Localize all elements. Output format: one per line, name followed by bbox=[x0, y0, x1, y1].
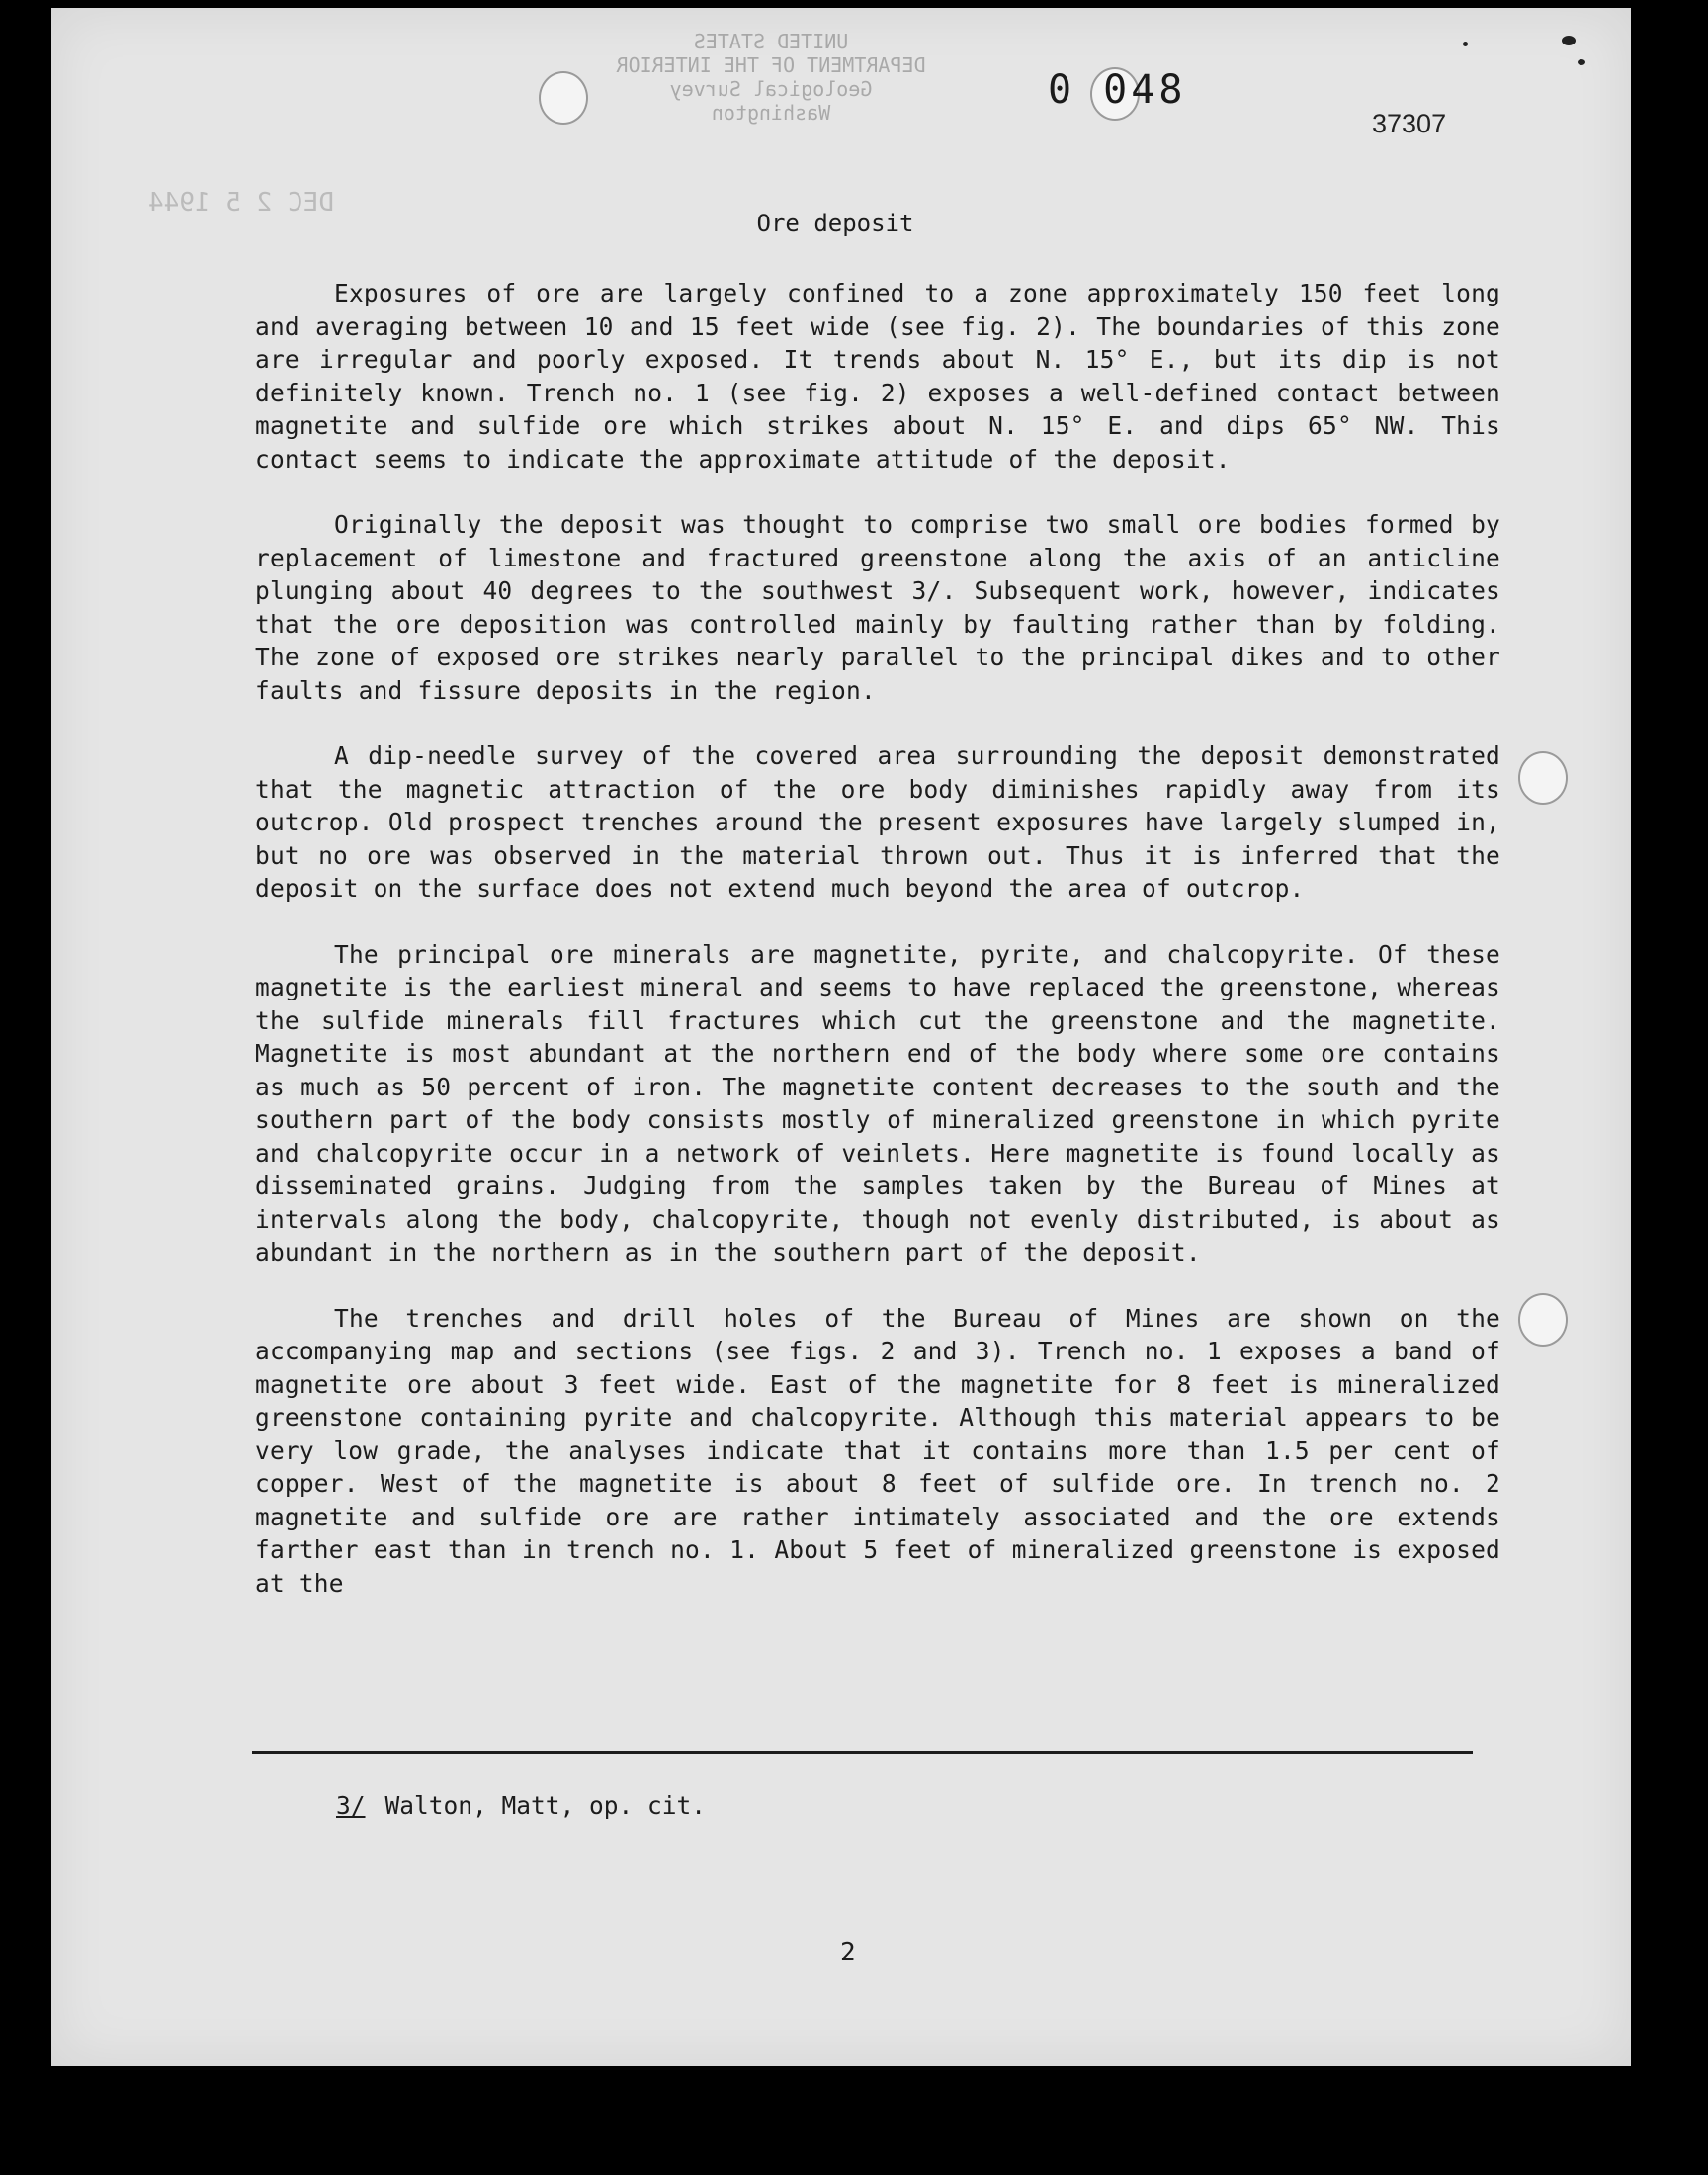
punch-hole-right-lower bbox=[1518, 1293, 1568, 1347]
paragraph: The trenches and drill holes of the Bureau of Mines are shown on the accompanying map and sections (see figs. 2 and 3). Trench no. 1 exposes a band of magnetite ore about 3 feet wide. East of the magnetite for 8 feet is mineralized greenstone containing pyrite and chalcopyrite. Although this material appears to be very low grade, the analyses indicate that it contains more than 1.5 per cent of copper. West of the magnetite is about 8 feet of sulfide ore. In trench no. 2 magnetite and sulfide ore are rather intimately associated and the ore extends farther east than in trench no. 1. About 5 feet of mineralized greenstone is exposed at the bbox=[255, 1303, 1500, 1598]
ghost-header: UNITED STATES DEPARTMENT OF THE INTERIOR Geological Survey Washington bbox=[616, 30, 926, 125]
accession-number: 37307 bbox=[1372, 109, 1447, 138]
section-title: Ore deposit bbox=[756, 210, 914, 237]
paragraph: The principal ore minerals are magnetite, pyrite, and chalcopyrite. Of these magnetite is the earliest mineral and seems to have replaced the greenstone, whereas the sulfide minerals fill fractures which cut the greenstone and the magnetite. Magnetite is most abundant at the northern end of the body where some ore contains as much as 50 percent of iron. The magnetite content decreases to the south and the southern part of the body consists mostly of mineralized greenstone in which pyrite and chalcopyrite occur in a network of veinlets. Here magnetite is found locally as disseminated grains. Judging from the samples taken by the Bureau of Mines at intervals along the body, chalcopyrite, though not evenly distributed, is about as abundant in the northern as in the southern part of the deposit. bbox=[255, 939, 1500, 1266]
ghost-date-stamp: DEC 2 5 1944 bbox=[148, 188, 334, 218]
speck bbox=[1562, 36, 1576, 45]
punch-hole-top bbox=[539, 71, 588, 125]
scan-border bbox=[0, 2082, 1708, 2175]
speck bbox=[1578, 59, 1585, 65]
speck bbox=[1463, 42, 1468, 46]
footnote bbox=[336, 1791, 706, 1820]
footnote-divider bbox=[252, 1751, 1473, 1754]
paragraph: A dip-needle survey of the covered area surrounding the deposit demonstrated that the magnetic attraction of the ore body diminishes rapidly away from its outcrop. Old prospect trenches around the present exposures have largely slumped in, but no ore was observed in the material thrown out. Thus it is inferred that the deposit on the surface does not extend much beyond the area of outcrop. bbox=[255, 741, 1500, 903]
footnote-marker: 3/ bbox=[336, 1791, 366, 1820]
body-text bbox=[255, 277, 1500, 1632]
paragraph: Originally the deposit was thought to comprise two small ore bodies formed by replacement of limestone and fractured greenstone along the axis of an anticline plunging about 40 degrees to the southwest 3/. Subsequent work, however, indicates that the ore deposition was controlled mainly by faulting rather than by folding. The zone of exposed ore strikes nearly parallel to the principal dikes and to other faults and fissure deposits in the region. bbox=[255, 510, 1500, 705]
paragraph: Exposures of ore are largely confined to a zone approximately 150 feet long and averaging between 10 and 15 feet wide (see fig. 2). The boundaries of this zone are irregular and poorly exposed. It trends about N. 15° E., but its dip is not definitely known. Trench no. 1 (see fig. 2) exposes a well-defined contact between magnetite and sulfide ore which strikes about N. 15° E. and dips 65° NW. This contact seems to indicate the approximate attitude of the deposit. bbox=[255, 279, 1500, 474]
footnote-text: Walton, Matt, op. cit. bbox=[384, 1791, 707, 1820]
document-number: 0 048 bbox=[1048, 67, 1187, 113]
punch-hole-right-middle bbox=[1518, 751, 1568, 805]
page-number: 2 bbox=[840, 1938, 856, 1967]
